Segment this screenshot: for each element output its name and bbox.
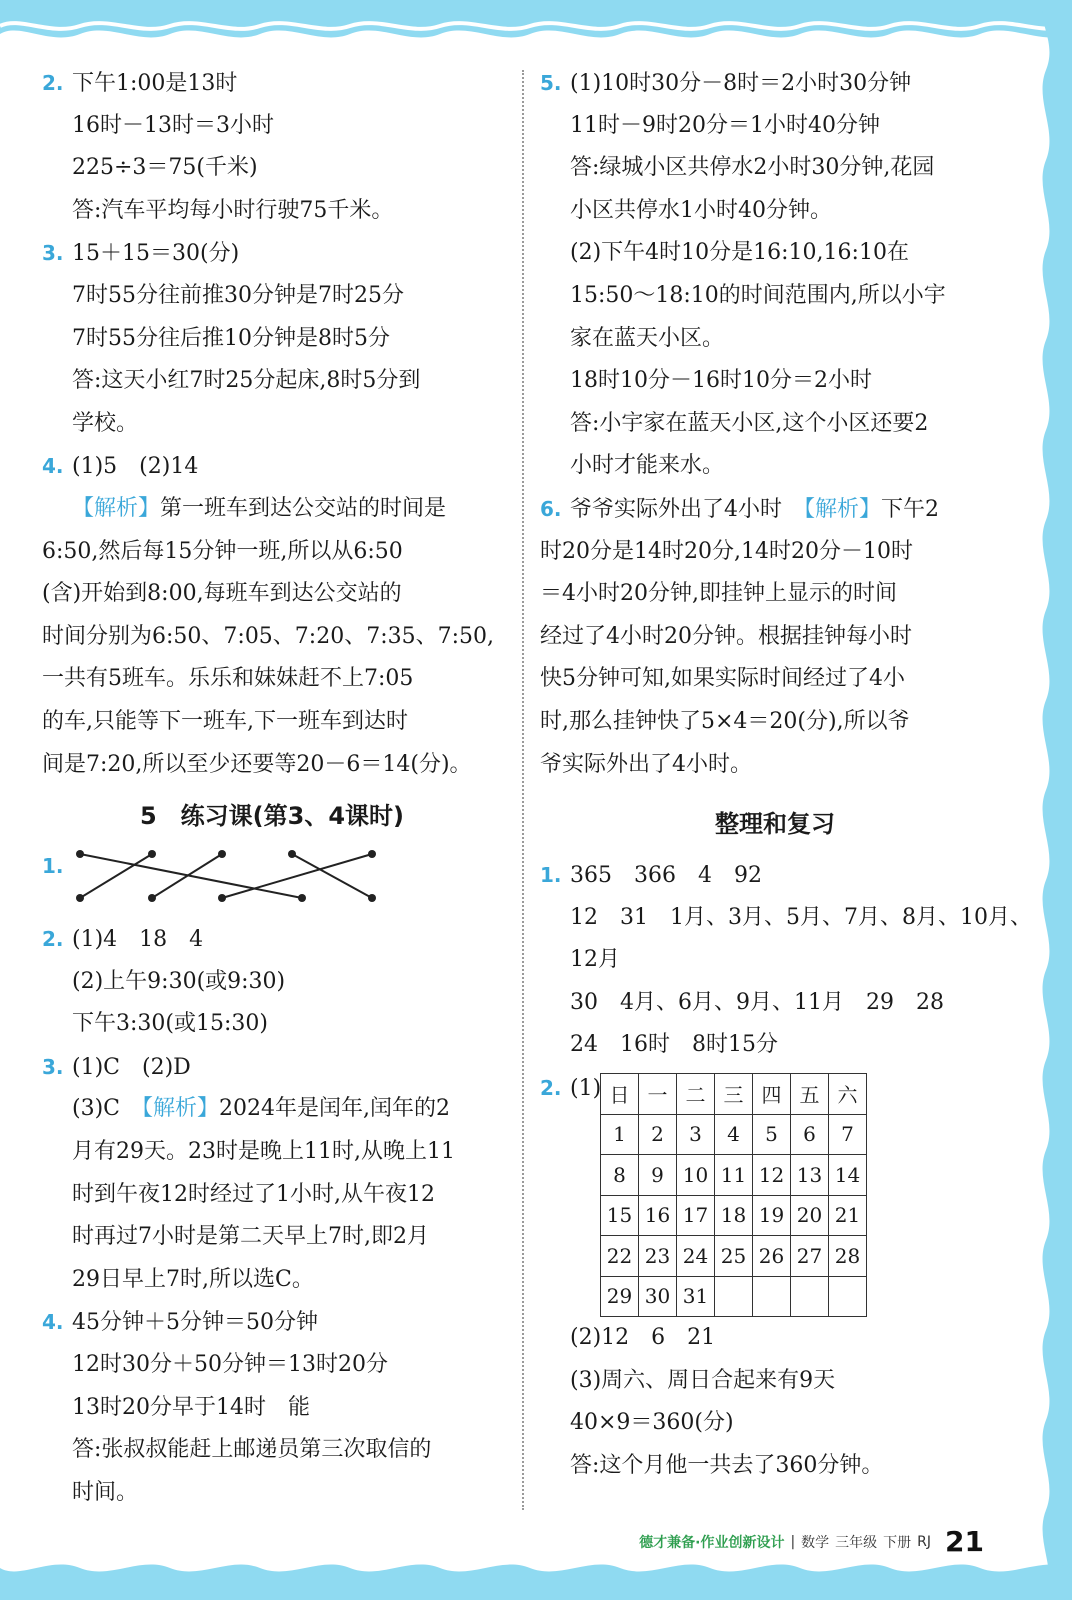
right-review-q1 <box>540 854 1032 1067</box>
calendar-week-row <box>601 1114 867 1155</box>
answer-line: 下午3:30(或15:30) <box>72 1011 268 1037</box>
answer-line: 4. (1)5 (2)14 <box>42 445 502 488</box>
date-cell: 18 <box>715 1195 753 1236</box>
date-cell: 3 <box>677 1114 715 1155</box>
section-title-review: 整理和复习 <box>715 810 835 839</box>
date-cell: 30 <box>639 1276 677 1317</box>
date-cell: 2 <box>639 1114 677 1155</box>
date-cell: 24 <box>677 1236 715 1277</box>
analysis-line: 的车,只能等下一班车,下一班车到达时 <box>42 708 408 734</box>
answer-line: 2. 下午1:00是13时 <box>42 62 502 105</box>
question-number: 1. <box>540 863 562 888</box>
analysis-line: 【解析】第一班车到达公交站的时间是 <box>72 495 447 521</box>
footer-brand: 德才兼备·作业创新设计 <box>639 1534 785 1551</box>
section-title-practice: 5 练习课(第3、4课时) <box>139 802 405 831</box>
answer-line: 13时20分早于14时 能 <box>72 1394 310 1420</box>
right-wave-border <box>1012 0 1072 1600</box>
answer-line: 40×9＝360(分) <box>570 1410 734 1436</box>
date-cell <box>715 1276 753 1317</box>
answer-line: 答:小宇家在蓝天小区,这个小区还要2 <box>570 410 929 436</box>
top-wave-border <box>0 0 1072 60</box>
date-cell: 13 <box>791 1155 829 1196</box>
question-number: 4. <box>42 1310 64 1335</box>
analysis-line: 经过了4小时20分钟。根据挂钟每小时 <box>540 623 912 649</box>
date-cell: 22 <box>601 1236 639 1277</box>
date-cell: 8 <box>601 1155 639 1196</box>
answer-line: 家在蓝天小区。 <box>570 325 725 351</box>
answer-line: 225÷3＝75(千米) <box>72 155 258 181</box>
answer-line: 4. 45分钟＋5分钟＝50分钟 <box>42 1301 502 1344</box>
date-cell: 6 <box>791 1114 829 1155</box>
weekday-cell: 三 <box>715 1074 753 1115</box>
calendar-week-row <box>601 1236 867 1277</box>
analysis-line: 快5分钟可知,如果实际时间经过了4小 <box>540 666 905 692</box>
footer-grade: 三年级 <box>835 1534 878 1551</box>
right-column <box>540 62 1032 1487</box>
footer-term: 下册 <box>883 1534 912 1551</box>
date-cell: 19 <box>753 1195 791 1236</box>
weekday-cell: 一 <box>639 1074 677 1115</box>
answer-line: 12月 <box>570 947 620 973</box>
page-footer: 德才兼备·作业创新设计 | 数学 三年级 下册 RJ 21 <box>639 1525 984 1558</box>
answer-line: (2)下午4时10分是16:10,16:10在 <box>570 240 909 266</box>
page-number: 21 <box>945 1525 984 1558</box>
date-cell: 23 <box>639 1236 677 1277</box>
calendar-answer: 2. (1) 日 一 二 三 四 五 六 1 2 3 4 5 6 7 8 9 10 11 12 13 14 15 16 17 18 19 20 21 22 23 24 25 26 27 28 29 30 31 <box>540 1067 1010 1317</box>
answer-line: (2)12 6 21 <box>570 1325 716 1351</box>
analysis-line: 爷实际外出了4小时。 <box>540 751 752 777</box>
date-cell: 16 <box>639 1195 677 1236</box>
matching-lines-diagram <box>72 846 392 908</box>
question-number: 3. <box>42 1054 64 1079</box>
matching-answer <box>42 846 502 918</box>
date-cell: 17 <box>677 1195 715 1236</box>
answer-line: 月有29天。23时是晚上11时,从晚上11 <box>72 1139 455 1165</box>
answer-line: 12 31 1月、3月、5月、7月、8月、10月、 <box>570 904 1032 930</box>
analysis-line: 6:50,然后每15分钟一班,所以从6:50 <box>42 538 403 564</box>
analysis-tag: 【解析】 <box>72 495 161 521</box>
answer-line: 答:绿城小区共停水2小时30分钟,花园 <box>570 155 935 181</box>
calendar-week-row <box>601 1276 867 1317</box>
answer-line: 29日早上7时,所以选C。 <box>72 1266 314 1292</box>
answer-line: 答:这个月他一共去了360分钟。 <box>570 1452 884 1478</box>
calendar-header-row <box>601 1074 867 1115</box>
date-cell: 11 <box>715 1155 753 1196</box>
answer-line: 小时才能来水。 <box>570 453 725 479</box>
answer-line: 7时55分往后推10分钟是8时5分 <box>72 325 390 351</box>
answer-line: 11时－9时20分＝1小时40分钟 <box>570 112 880 138</box>
left-answers-q3-q4 <box>42 1131 502 1514</box>
question-number: 5. <box>540 71 562 95</box>
q3-analysis-line: (3)C 【解析】2024年是闰年,闰年的2 <box>72 1096 450 1122</box>
weekday-cell: 二 <box>677 1074 715 1115</box>
right-review-q2-rest <box>540 1317 1010 1487</box>
date-cell: 12 <box>753 1155 791 1196</box>
calendar-week-row <box>601 1195 867 1236</box>
answer-line: 3. (1)C (2)D <box>42 1046 502 1089</box>
answer-line: 5. (1)10时30分－8时＝2小时30分钟 <box>540 62 1010 105</box>
answer-line: (3)周六、周日合起来有9天 <box>570 1367 836 1393</box>
answer-line: 答:张叔叔能赶上邮递员第三次取信的 <box>72 1437 432 1463</box>
answer-line: 时到午夜12时经过了1小时,从午夜12 <box>72 1181 435 1207</box>
date-cell: 1 <box>601 1114 639 1155</box>
date-cell: 29 <box>601 1276 639 1317</box>
answer-line: 30 4月、6月、9月、11月 29 28 <box>570 989 944 1015</box>
calendar-table <box>600 1073 867 1317</box>
answer-line: 15:50～18:10的时间范围内,所以小宇 <box>570 282 946 308</box>
answer-line: 24 16时 8时15分 <box>570 1032 778 1058</box>
right-q6-analysis <box>540 531 1010 787</box>
answer-line: 2. (1)4 18 4 <box>42 918 502 961</box>
answer-line: 时间。 <box>72 1479 139 1505</box>
analysis-line: 时20分是14时20分,14时20分－10时 <box>540 538 913 564</box>
footer-subject: 数学 <box>801 1534 830 1551</box>
date-cell <box>829 1276 867 1317</box>
date-cell: 20 <box>791 1195 829 1236</box>
date-cell: 5 <box>753 1114 791 1155</box>
q3-analysis-tag: 【解析】 <box>142 1096 220 1122</box>
date-cell: 21 <box>829 1195 867 1236</box>
column-divider <box>522 70 524 1510</box>
footer-edition: RJ <box>917 1533 932 1550</box>
answer-line: 18时10分－16时10分＝2小时 <box>570 368 872 394</box>
analysis-line: (含)开始到8:00,每班车到达公交站的 <box>42 581 402 607</box>
date-cell <box>791 1276 829 1317</box>
answer-line: 7时55分往前推30分钟是7时25分 <box>72 282 404 308</box>
calendar-week-row <box>601 1155 867 1196</box>
question-number: 4. <box>42 454 64 479</box>
left-answers-q2-q4 <box>42 62 502 488</box>
right-answers-q5 <box>540 62 1010 488</box>
answer-line: 小区共停水1小时40分钟。 <box>570 197 832 223</box>
matching-number: 1. <box>42 854 64 879</box>
date-cell: 25 <box>715 1236 753 1277</box>
left-answers-q2-q3 <box>42 918 502 1088</box>
weekday-cell: 五 <box>791 1074 829 1115</box>
left-column <box>42 62 502 1514</box>
answer-line: 答:这天小红7时25分起床,8时5分到 <box>72 368 421 394</box>
question-number: 2. <box>42 927 64 952</box>
date-cell: 26 <box>753 1236 791 1277</box>
weekday-cell: 四 <box>753 1074 791 1115</box>
weekday-cell: 日 <box>601 1074 639 1115</box>
q6-line: 6. 爷爷实际外出了4小时 【解析】下午2 <box>540 496 940 522</box>
date-cell <box>753 1276 791 1317</box>
date-cell: 15 <box>601 1195 639 1236</box>
left-analysis-text <box>42 531 502 787</box>
question-number: 2. <box>42 71 64 95</box>
analysis-line: ＝4小时20分钟,即挂钟上显示的时间 <box>540 581 897 607</box>
answer-line: 答:汽车平均每小时行驶75千米。 <box>72 197 394 223</box>
date-cell: 14 <box>829 1155 867 1196</box>
weekday-cell: 六 <box>829 1074 867 1115</box>
analysis-line: 一共有5班车。乐乐和妹妹赶不上7:05 <box>42 666 414 692</box>
date-cell: 9 <box>639 1155 677 1196</box>
analysis-line: 时间分别为6:50、7:05、7:20、7:35、7:50, <box>42 623 495 649</box>
date-cell: 7 <box>829 1114 867 1155</box>
answer-line: (2)上午9:30(或9:30) <box>72 968 286 994</box>
date-cell: 27 <box>791 1236 829 1277</box>
q6-analysis-tag: 【解析】 <box>804 496 882 522</box>
analysis-line: 时,那么挂钟快了5×4＝20(分),所以爷 <box>540 708 910 734</box>
question-number: 3. <box>42 241 64 266</box>
answer-line: 学校。 <box>72 410 139 436</box>
answer-line: 时再过7小时是第二天早上7时,即2月 <box>72 1224 429 1250</box>
answer-line: 1. 365 366 4 92 <box>540 854 1010 897</box>
answer-line: 3. 15＋15＝30(分) <box>42 232 502 275</box>
date-cell: 28 <box>829 1236 867 1277</box>
date-cell: 10 <box>677 1155 715 1196</box>
date-cell: 4 <box>715 1114 753 1155</box>
answer-line: 12时30分＋50分钟＝13时20分 <box>72 1352 388 1378</box>
date-cell: 31 <box>677 1276 715 1317</box>
answer-line: 16时－13时＝3小时 <box>72 112 274 138</box>
analysis-line: 间是7:20,所以至少还要等20－6＝14(分)。 <box>42 751 472 777</box>
